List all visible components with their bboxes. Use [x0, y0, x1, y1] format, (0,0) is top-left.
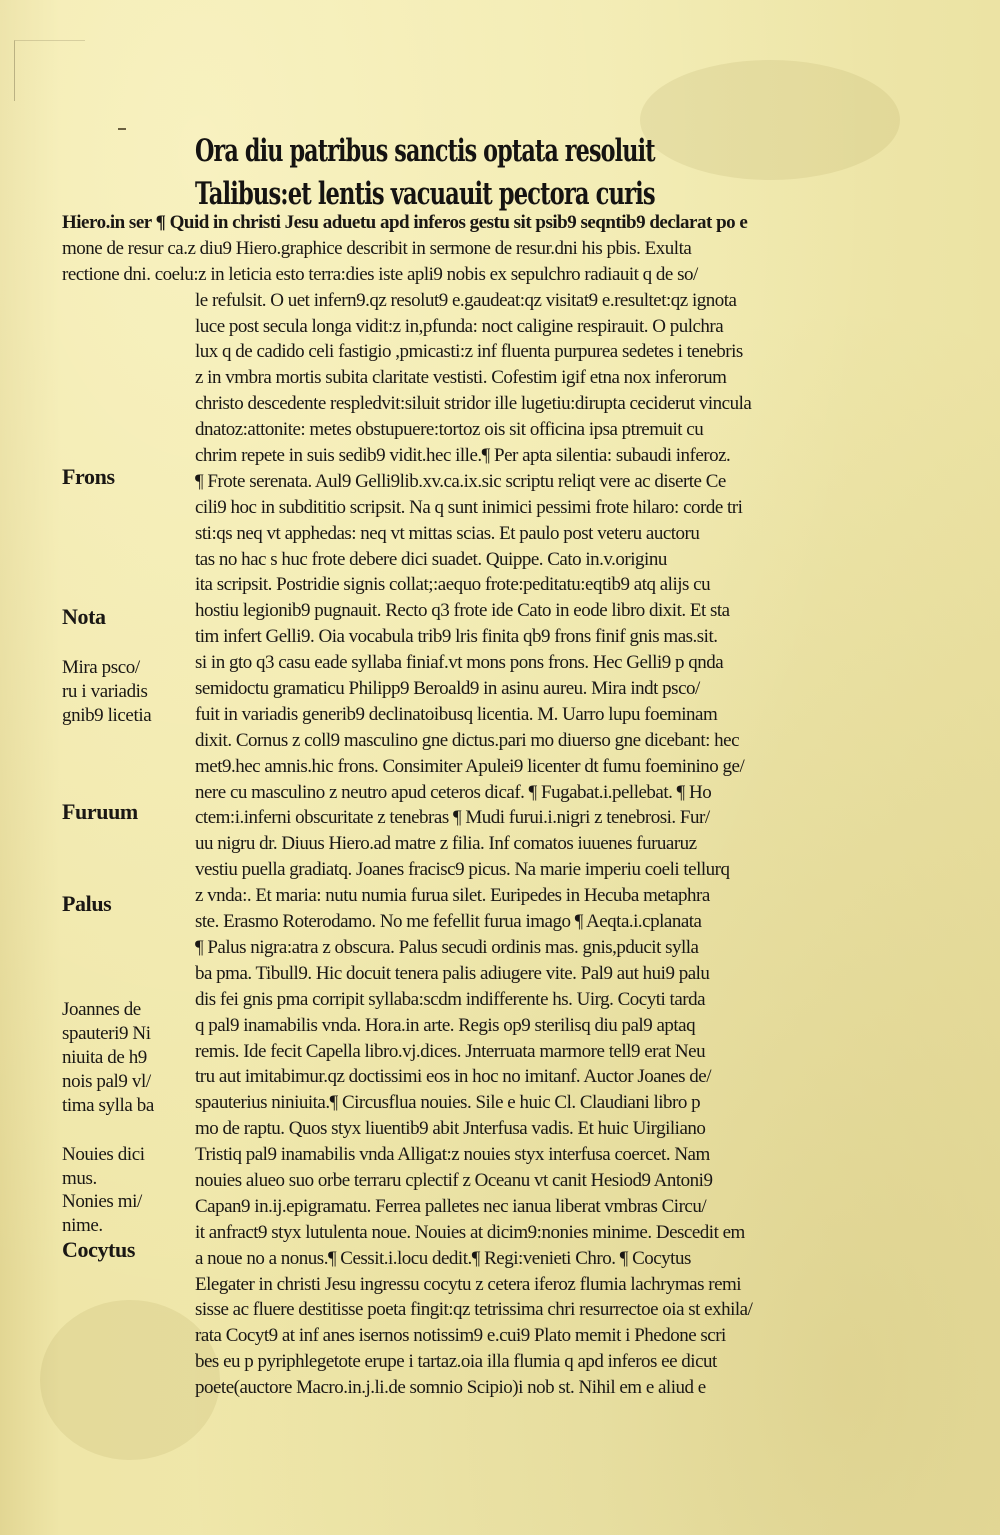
- text-line: fuit in variadis generib9 declinatoibusq licentia. M. Uarro lupu foeminam: [195, 703, 718, 725]
- text-line: Hiero.in ser ¶ Quid in christi Jesu aduetu apd inferos gestu sit psib9 seqntib9 declarat po e: [62, 212, 748, 233]
- text-line: ctem:i.inferni obscuritate z tenebras ¶ Mudi furui.i.nigri z tenebrosi. Fur/: [195, 807, 710, 829]
- text-line: tim infert Gelli9. Oia vocabula trib9 lris finita qb9 frons finif gnis mas.sit.: [195, 626, 718, 648]
- text-line: dnatoz:attonite: metes obstupuere:tortoz ois sit officina ipsa ptremuit cu: [195, 419, 704, 441]
- text-line: Capan9 in.ij.epigramatu. Ferrea palletes nec ianua liberat vmbras Circu/: [195, 1195, 707, 1217]
- text-line: si in gto q3 casu eade syllaba finiaf.vt mons pons frons. Hec Gelli9 p qnda: [195, 652, 724, 674]
- text-line: ba pma. Tibull9. Hic docuit tenera palis adiugere vite. Pal9 aut hui9 palu: [195, 962, 710, 984]
- text-line: lux q de cadido celi fastigio ,pmicasti:z inf fluenta purpurea sedetes i tenebris: [195, 341, 743, 363]
- text-line: ste. Erasmo Roterodamo. No me fefellit furua imago ¶ Aeqta.i.cplanata: [195, 911, 702, 933]
- text-line: z in vmbra mortis subita claritate vestisti. Cofestim igif etna nox inferorum: [195, 367, 727, 389]
- text-line: nere cu masculino z neutro apud ceteros dicaf. ¶ Fugabat.i.pellebat. ¶ Ho: [195, 781, 712, 803]
- margin-note-palus: Palus: [62, 891, 112, 916]
- ink-mark: [118, 128, 126, 130]
- text-line: le refulsit. O uet infern9.qz resolut9 e.gaudeat:qz visitat9 e.resultet:qz ignota: [195, 289, 737, 311]
- text-line: dixit. Cornus z coll9 masculino gne dictus.pari mo diuerso gne dicebant: hec: [195, 729, 740, 751]
- text-line: hostiu legionib9 pugnauit. Recto q3 frote ide Cato in eode libro dixit. Et sta: [195, 600, 730, 622]
- text-line: remis. Ide fecit Capella libro.vj.dices. Jnterruata marmore tell9 erat Neu: [195, 1040, 706, 1062]
- margin-note-mira: Mira psco/ ru i variadis gnib9 licetia: [62, 657, 152, 726]
- corner-mark: [14, 40, 85, 101]
- text-line: q pal9 inamabilis vnda. Hora.in arte. Regis op9 sterilisq diu pal9 aptaq: [195, 1014, 696, 1036]
- text-line: mone de resur ca.z diu9 Hiero.graphice describit in sermone de resur.dni his pbis. Exulta: [62, 237, 692, 259]
- text-line: ita scripsit. Postridie signis collat;:aequo frote:peditatu:eqtib9 atq alijs cu: [195, 574, 711, 596]
- text-line: rata Cocyt9 at inf anes isernos notissim9 e.cui9 Plato memit i Phedone scri: [195, 1325, 726, 1347]
- margin-note-furuum: Furuum: [62, 799, 138, 824]
- margin-note-nota: Nota: [62, 604, 106, 629]
- text-line: vestiu puella gradiatq. Joanes fracisc9 picus. Na marie imperiu coeli tellurq: [195, 859, 730, 881]
- verse-line-1: Ora diu patribus sanctis optata resoluit: [195, 133, 655, 169]
- text-line: tas no hac s huc frote debere dici suadet. Quippe. Cato in.v.originu: [195, 548, 667, 570]
- text-line: chrim repete in suis sedib9 vidit.hec ille.¶ Per apta silentia: subaudi inferoz.: [195, 445, 731, 467]
- text-line: rectione dni. coelu:z in leticia esto terra:dies iste apli9 nobis ex sepulchro radiauit q de so/: [62, 263, 698, 285]
- text-line: met9.hec amnis.hic frons. Consimiter Apulei9 licenter dt fumu foeminino ge/: [195, 755, 745, 777]
- text-line: sti:qs neq vt apphedas: neq vt mittas scias. Et paulo post veteru auctoru: [195, 522, 700, 544]
- text-line: christo descedente respledvit:siluit stridor ille lugetiu:dirupta ceciderut vincula: [195, 393, 752, 415]
- text-line: bes eu p pyriphlegetote erupe i tartaz.oia illa flumia q apd inferos ee dicut: [195, 1351, 717, 1373]
- text-line: it anfract9 styx lutulenta noue. Nouies at dicim9:nonies minime. Descedit em: [195, 1221, 745, 1243]
- margin-note-frons: Frons: [62, 464, 115, 489]
- text-line: dis fei gnis pma corripit syllaba:scdm indifferente hs. Uirg. Cocyti tarda: [195, 988, 706, 1010]
- text-line: cili9 hoc in subdititio scripsit. Na q sunt inimici pessimi frote hilaro: corde tri: [195, 496, 743, 518]
- text-line: Tristiq pal9 inamabilis vnda Alligat:z nouies styx interfusa coercet. Nam: [195, 1144, 710, 1166]
- text-line: ¶ Palus nigra:atra z obscura. Palus secudi ordinis mas. gnis,pducit sylla: [195, 936, 699, 958]
- text-line: mo de raptu. Quos styx liuentib9 abit Jnterfusa vadis. Et huic Uirgiliano: [195, 1118, 706, 1140]
- text-line: uu nigru dr. Diuus Hiero.ad matre z filia. Inf comatos iuuenes furuaruz: [195, 833, 697, 855]
- text-line: spauterius niniuita.¶ Circusflua nouies. Sile e huic Cl. Claudiani libro p: [195, 1092, 701, 1114]
- text-line: a noue no a nonus.¶ Cessit.i.locu dedit.¶ Regi:venieti Chro. ¶ Cocytus: [195, 1247, 691, 1269]
- text-line: nouies alueo suo orbe terraru cplectif z Oceanu vt canit Hesiod9 Antoni9: [195, 1169, 713, 1191]
- text-line: Elegater in christi Jesu ingressu cocytu z cetera iferoz flumia lachrymas remi: [195, 1273, 742, 1295]
- paper-stain: [640, 60, 900, 180]
- text-line: z vnda:. Et maria: nutu numia furua silet. Euripedes in Hecuba metaphra: [195, 885, 710, 907]
- margin-note-cocytus: Cocytus: [62, 1237, 135, 1262]
- text-line: tru aut imitabimur.qz doctissimi eos in hoc no imitanf. Auctor Joanes de/: [195, 1066, 711, 1088]
- text-line: sisse ac fluere destitisse poeta fingit:qz tetrissima chri resurrectoe oia st exhila/: [195, 1299, 753, 1321]
- margin-note-nouies: Nouies dici mus.: [62, 1144, 145, 1189]
- text-line: poete(auctore Macro.in.j.li.de somnio Scipio)i nob st. Nihil em e aliud e: [195, 1377, 706, 1399]
- text-line: ¶ Frote serenata. Aul9 Gelli9lib.xv.ca.ix.sic scriptu reliqt vere ac diserte Ce: [195, 470, 726, 492]
- verse-line-2: Talibus:et lentis vacuauit pectora curis: [195, 176, 655, 212]
- margin-note-joannes: Joannes de spauteri9 Ni niuita de h9 nois pal9 vl/ tima sylla ba: [62, 999, 154, 1116]
- margin-note-nonies: Nonies mi/ nime.: [62, 1191, 142, 1236]
- text-line: semidoctu gramaticu Philipp9 Beroald9 in asinu aureu. Mira indt psco/: [195, 678, 700, 700]
- text-line: luce post secula longa vidit:z in,pfunda: noct caligine respirauit. O pulchra: [195, 315, 724, 337]
